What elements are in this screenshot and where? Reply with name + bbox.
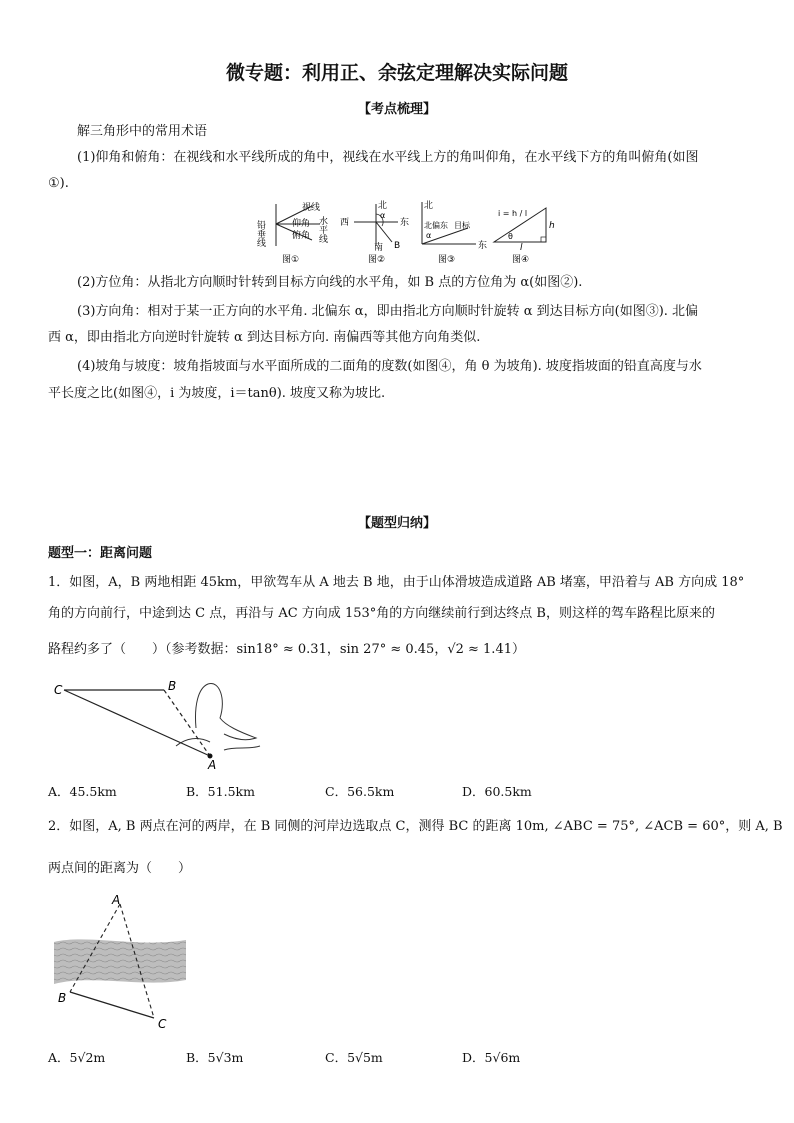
- fig3-ne: 北偏东: [424, 221, 448, 230]
- q1-text-line1: 1．如图，A，B 两地相距 45km，甲欲驾车从 A 地去 B 地，由于山体滑坡造成道路 AB 堵塞，甲沿着与 AB 方向成 18°: [48, 575, 745, 590]
- para-elevation-line2: ①).: [48, 176, 69, 191]
- fig1-depr-label: 俯角: [292, 231, 311, 241]
- fig4-l: l: [520, 243, 523, 253]
- q2-option-b[interactable]: B．5√3m: [186, 1050, 244, 1065]
- q2-figure: [48, 892, 198, 1032]
- q2-label-b: B: [58, 991, 67, 1005]
- fig3-target: 目标: [454, 221, 470, 230]
- q2-option-a[interactable]: A．5√2m: [48, 1050, 106, 1065]
- q1-label-c: C: [54, 683, 63, 697]
- fig1-sight-label: 视线: [302, 203, 321, 213]
- q1-text-line3: 路程约多了（ ）（参考数据：sin18° ≈ 0.31，sin 27° ≈ 0.45，√2 ≈ 1.41）: [48, 642, 525, 657]
- fig4-h: h: [549, 221, 555, 231]
- q1-option-a[interactable]: A．45.5km: [48, 784, 117, 799]
- figure-3-direction: [422, 199, 487, 265]
- page-title: 微专题：利用正、余弦定理解决实际问题: [225, 62, 568, 84]
- fig3-east: 东: [478, 241, 488, 251]
- q2-option-d[interactable]: D．5√6m: [462, 1050, 521, 1065]
- fig3-north: 北: [424, 201, 434, 211]
- fig1-elev-label: 仰角: [292, 219, 311, 229]
- q2-label-c: C: [158, 1017, 167, 1031]
- q2-text-line1: 2．如图，A, B 两点在河的两岸，在 B 同侧的河岸边选取点 C，测得 BC 的距离 10m, ∠ABC = 75°, ∠ACB = 60°，则 A, B: [48, 819, 783, 834]
- fig2-east: 东: [400, 218, 410, 228]
- fig2-west: 西: [340, 218, 350, 228]
- fig1-caption: 图①: [282, 255, 300, 265]
- q2-label-a: A: [112, 893, 121, 907]
- para-direction-line1: (3)方向角：相对于某一正方向的水平角. 北偏东 α，即由指北方向顺时针旋转 α 到达目标方向(如图③). 北偏: [77, 304, 699, 319]
- para-bearing: (2)方位角：从指北方向顺时针转到目标方向线的水平角，如 B 点的方位角为 α(如图②).: [77, 275, 583, 290]
- para-slope-line1: (4)坡角与坡度：坡角指坡面与水平面所成的二面角的度数(如图④，角 θ 为坡角). 坡度指坡面的铅直高度与水: [77, 359, 702, 374]
- terms-figures: [255, 198, 558, 270]
- fig4-theta: θ: [508, 232, 513, 241]
- fig2-south: 南: [374, 243, 384, 253]
- para-slope-line2: 平长度之比(如图④，i 为坡度，i＝tanθ). 坡度又称为坡比.: [48, 386, 386, 401]
- figure-1-elevation-depression: [255, 201, 328, 265]
- fig1-vertical-label: 铅垂线: [255, 220, 265, 247]
- fig1-horizontal-label: 水平线: [317, 216, 327, 243]
- para-direction-line2: 西 α，即由指北方向逆时针旋转 α 到达目标方向. 南偏西等其他方向角类似.: [48, 330, 481, 345]
- q1-option-c[interactable]: C．56.5km: [325, 784, 395, 799]
- fig2-b: B: [394, 241, 401, 251]
- section-heading-key-points: 【考点梳理】: [357, 102, 436, 117]
- fig2-caption: 图②: [368, 255, 386, 265]
- fig2-alpha: α: [380, 211, 386, 220]
- q2-text-line2: 两点间的距离为（ ）: [48, 861, 192, 876]
- q1-option-d[interactable]: D．60.5km: [462, 784, 532, 799]
- subheading-terms: 解三角形中的常用术语: [77, 124, 208, 139]
- q1-figure: [48, 676, 268, 772]
- figure-2-bearing: [340, 199, 409, 265]
- question-type-1: 题型一：距离问题: [48, 546, 153, 561]
- section-heading-question-types: 【题型归纳】: [357, 516, 436, 531]
- q1-label-b: B: [168, 679, 177, 693]
- fig4-ratio: i = h / l: [498, 209, 528, 218]
- figure-4-slope: [494, 208, 555, 265]
- fig4-caption: 图④: [512, 255, 530, 265]
- q1-text-line2: 角的方向前行，中途到达 C 点，再沿与 AC 方向成 153°角的方向继续前行到达终点 B，则这样的驾车路程比原来的: [48, 606, 715, 621]
- fig3-alpha: α: [426, 231, 432, 240]
- fig2-north: 北: [378, 201, 388, 211]
- fig3-caption: 图③: [438, 255, 456, 265]
- q1-label-a: A: [208, 758, 217, 772]
- q1-option-b[interactable]: B．51.5km: [186, 784, 255, 799]
- q2-option-c[interactable]: C．5√5m: [325, 1050, 383, 1065]
- para-elevation-line1: (1)仰角和俯角：在视线和水平线所成的角中，视线在水平线上方的角叫仰角，在水平线下方的角叫俯角(如图: [77, 150, 699, 165]
